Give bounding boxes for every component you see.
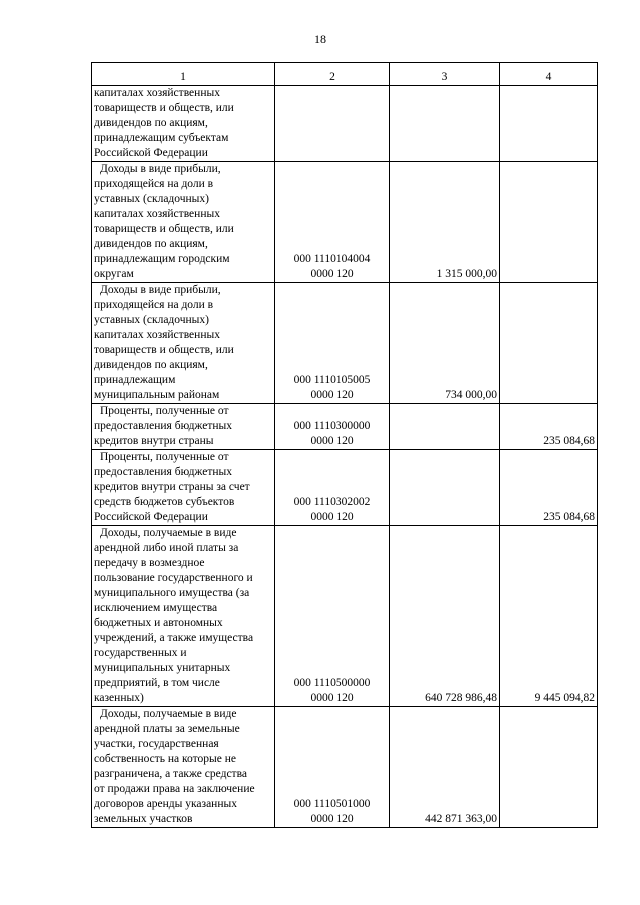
amount-col4-cell — [500, 162, 598, 283]
revenue-name-line: предприятий, в том числе — [94, 677, 220, 689]
revenue-name-cell — [92, 162, 275, 283]
revenue-name-line: исключением имущества — [94, 602, 218, 614]
table-row — [92, 526, 598, 707]
column-header-3: 3 — [390, 63, 500, 86]
revenue-name-cell — [92, 404, 275, 450]
revenue-name-line: капиталах хозяйственных — [94, 208, 220, 220]
revenue-name-line: от продажи права на заключение — [94, 783, 255, 795]
page-number: 18 — [314, 32, 326, 46]
revenue-name-line: Доходы в виде прибыли, — [100, 163, 221, 175]
budget-code-line: 000 1110302002 — [293, 496, 371, 508]
budget-code-cell — [275, 404, 390, 450]
revenue-name-line: казенных) — [94, 692, 144, 704]
amount-col3-cell: 734 000,00 — [390, 283, 500, 404]
table-row — [92, 86, 598, 162]
revenue-name-cell — [92, 450, 275, 526]
revenue-name-line: Доходы, получаемые в виде — [100, 527, 237, 539]
amount-col4-cell — [500, 86, 598, 162]
budget-code-line: 000 1110500000 — [293, 677, 371, 689]
revenue-name-line: договоров аренды указанных — [94, 798, 237, 810]
revenue-name-line: принадлежащим — [94, 374, 176, 386]
revenue-name-line: приходящейся на доли в — [94, 299, 214, 311]
revenue-name-line: капиталах хозяйственных — [94, 329, 220, 341]
amount-col4-cell — [500, 283, 598, 404]
budget-code-line: 0000 120 — [310, 435, 354, 447]
revenue-name-line: округам — [94, 268, 134, 280]
amount-col3-cell — [390, 450, 500, 526]
budget-code-line: 0000 120 — [310, 511, 354, 523]
budget-code-cell — [275, 162, 390, 283]
revenue-name-line: учреждений, а также имущества — [94, 632, 254, 644]
revenue-name-line: Проценты, полученные от — [100, 451, 229, 463]
revenue-name-cell — [92, 526, 275, 707]
revenue-name-line: Доходы в виде прибыли, — [100, 284, 221, 296]
table-row — [92, 450, 598, 526]
column-header-1: 1 — [92, 63, 275, 86]
amount-col3-cell: 640 728 986,48 — [390, 526, 500, 707]
table-row — [92, 283, 598, 404]
revenue-name-cell — [92, 283, 275, 404]
table-header-row — [92, 63, 598, 86]
revenue-name-line: товариществ и обществ, или — [94, 344, 234, 356]
revenue-name-line: уставных (складочных) — [94, 314, 209, 326]
revenue-name-line: товариществ и обществ, или — [94, 102, 234, 114]
revenue-name-cell — [92, 707, 275, 828]
revenue-name-line: уставных (складочных) — [94, 193, 209, 205]
revenue-name-line: средств бюджетов субъектов — [94, 496, 235, 508]
budget-code-line: 0000 120 — [310, 389, 354, 401]
revenue-name-line: государственных и — [94, 647, 187, 659]
revenue-name-line: капиталах хозяйственных — [94, 87, 220, 99]
revenue-name-line: Российской Федерации — [94, 147, 208, 159]
budget-code-line: 0000 120 — [310, 692, 354, 704]
budget-code-line: 000 1110104004 — [293, 253, 371, 265]
budget-code-cell — [275, 526, 390, 707]
table-row — [92, 707, 598, 828]
revenue-name-line: муниципальных унитарных — [94, 662, 231, 674]
column-header-4: 4 — [500, 63, 598, 86]
amount-col3-cell — [390, 86, 500, 162]
revenue-name-line: Российской Федерации — [94, 511, 208, 523]
budget-code-cell — [275, 86, 390, 162]
revenue-name-line: муниципальным районам — [94, 389, 220, 401]
revenue-name-line: разграничена, а также средства — [94, 768, 247, 780]
budget-code-line: 0000 120 — [310, 813, 354, 825]
revenue-name-line: арендной либо иной платы за — [94, 542, 239, 554]
amount-col4-cell — [500, 707, 598, 828]
budget-code-cell — [275, 283, 390, 404]
revenue-name-line: дивидендов по акциям, — [94, 238, 208, 250]
revenue-name-line: принадлежащим субъектам — [94, 132, 229, 144]
revenue-name-line: предоставления бюджетных — [94, 420, 232, 432]
revenue-name-line: дивидендов по акциям, — [94, 117, 208, 129]
budget-code-line: 0000 120 — [310, 268, 354, 280]
revenue-name-line: передачу в возмездное — [94, 557, 205, 569]
revenue-name-cell — [92, 86, 275, 162]
budget-code-line: 000 1110300000 — [293, 420, 371, 432]
revenue-name-line: предоставления бюджетных — [94, 466, 232, 478]
revenue-name-line: кредитов внутри страны — [94, 435, 214, 447]
table-row — [92, 404, 598, 450]
revenue-name-line: товариществ и обществ, или — [94, 223, 234, 235]
revenue-name-line: дивидендов по акциям, — [94, 359, 208, 371]
revenue-name-line: муниципального имущества (за — [94, 587, 250, 599]
table-row — [92, 162, 598, 283]
amount-col3-cell: 1 315 000,00 — [390, 162, 500, 283]
budget-code-cell — [275, 707, 390, 828]
amount-col4-cell: 235 084,68 — [500, 450, 598, 526]
revenue-name-line: принадлежащим городским — [94, 253, 230, 265]
amount-col3-cell: 442 871 363,00 — [390, 707, 500, 828]
revenue-name-line: приходящейся на доли в — [94, 178, 214, 190]
revenue-name-line: арендной платы за земельные — [94, 723, 240, 735]
column-header-2: 2 — [275, 63, 390, 86]
revenue-name-line: бюджетных и автономных — [94, 617, 223, 629]
revenue-name-line: Доходы, получаемые в виде — [100, 708, 237, 720]
budget-code-line: 000 1110501000 — [293, 798, 371, 810]
revenue-name-line: кредитов внутри страны за счет — [94, 481, 250, 493]
amount-col4-cell: 9 445 094,82 — [500, 526, 598, 707]
budget-code-line: 000 1110105005 — [293, 374, 371, 386]
budget-code-cell — [275, 450, 390, 526]
table-body — [92, 86, 598, 828]
budget-table — [91, 62, 598, 828]
revenue-name-line: пользование государственного и — [94, 572, 253, 584]
revenue-name-line: собственность на которые не — [94, 753, 236, 765]
amount-col4-cell: 235 084,68 — [500, 404, 598, 450]
revenue-name-line: земельных участков — [94, 813, 193, 825]
amount-col3-cell — [390, 404, 500, 450]
revenue-name-line: Проценты, полученные от — [100, 405, 229, 417]
revenue-name-line: участки, государственная — [94, 738, 219, 750]
